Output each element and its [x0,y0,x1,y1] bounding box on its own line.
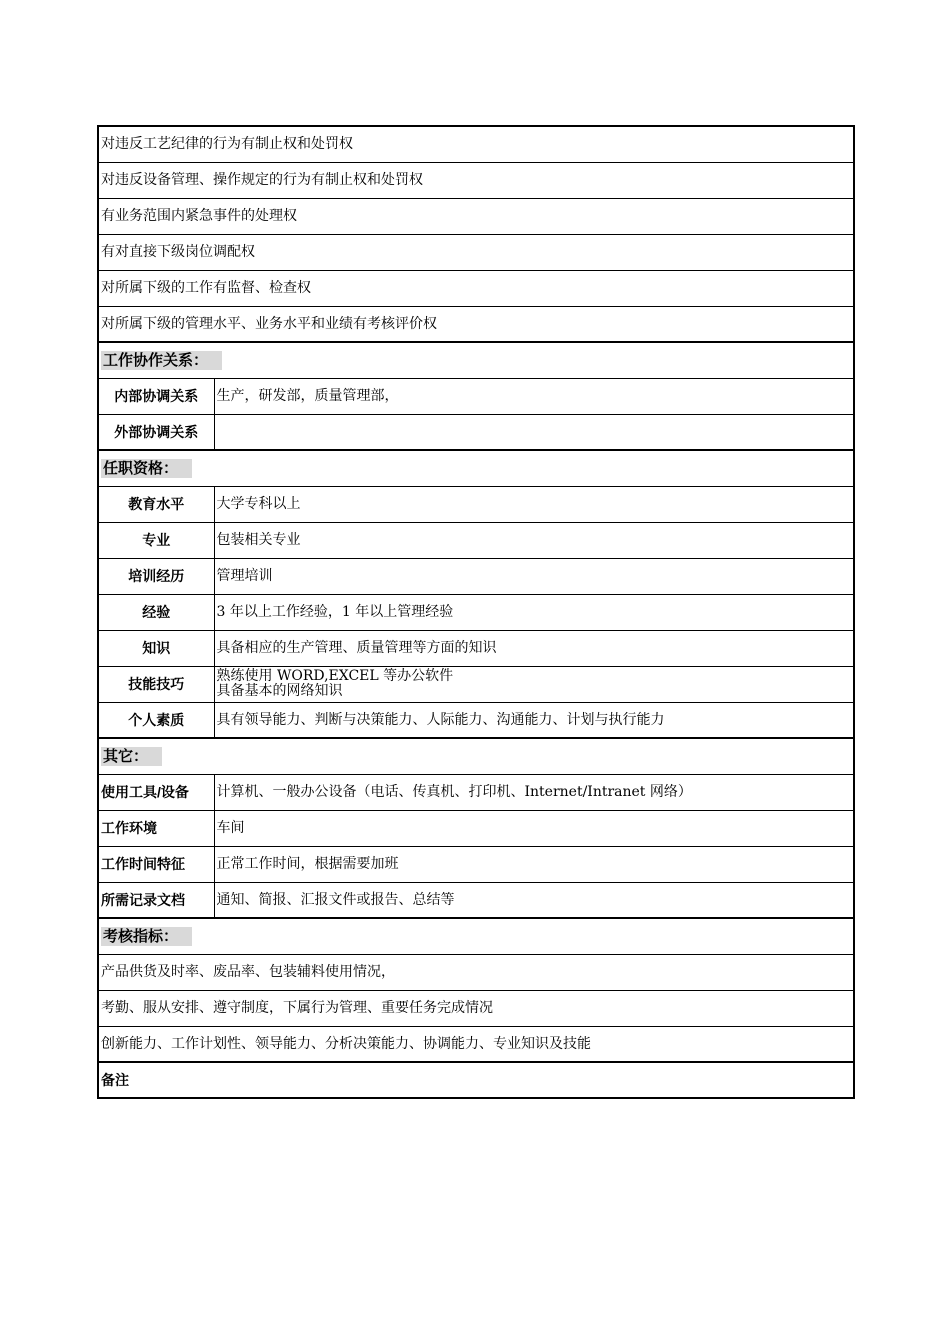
row-value: 包装相关专业 [214,522,854,558]
remarks-title: 备注 [98,1062,854,1098]
row-value: 生产，研发部，质量管理部， [214,378,854,414]
section-header-assessment [98,918,854,954]
qualification-row [98,522,854,558]
section-title: 考核指标： [101,927,192,946]
authority-row [98,234,854,270]
section-title: 其它： [101,747,162,766]
authority-item: 对违反设备管理、操作规定的行为有制止权和处罚权 [98,162,854,198]
authority-item: 有业务范围内紧急事件的处理权 [98,198,854,234]
others-row [98,846,854,882]
cooperation-row [98,378,854,414]
assessment-item: 产品供货及时率、废品率、包装辅料使用情况， [98,954,854,990]
qualification-row [98,486,854,522]
authority-item: 对所属下级的管理水平、业务水平和业绩有考核评价权 [98,306,854,342]
assessment-row [98,1026,854,1062]
assessment-row [98,990,854,1026]
row-label: 外部协调关系 [98,414,214,450]
row-label: 知识 [98,630,214,666]
section-header-qualifications [98,450,854,486]
row-value: 具有领导能力、判断与决策能力、人际能力、沟通能力、计划与执行能力 [214,702,854,738]
row-value: 大学专科以上 [214,486,854,522]
others-row [98,774,854,810]
row-label: 教育水平 [98,486,214,522]
row-value [214,666,854,702]
cooperation-row [98,414,854,450]
authority-row [98,198,854,234]
authority-item: 对违反工艺纪律的行为有制止权和处罚权 [98,126,854,162]
row-value: 计算机、一般办公设备（电话、传真机、打印机、Internet/Intranet 网络） [214,774,854,810]
authority-row [98,162,854,198]
section-title: 工作协作关系： [101,351,222,370]
assessment-item: 创新能力、工作计划性、领导能力、分析决策能力、协调能力、专业知识及技能 [98,1026,854,1062]
qualification-row [98,594,854,630]
row-label: 所需记录文档 [98,882,214,918]
qualification-row [98,666,854,702]
row-label: 使用工具/设备 [98,774,214,810]
authority-row [98,270,854,306]
section-header-others [98,738,854,774]
row-value-line: 具备基本的网络知识 [216,683,343,699]
row-label: 专业 [98,522,214,558]
section-title: 任职资格： [101,459,192,478]
qualification-row [98,702,854,738]
authority-item: 对所属下级的工作有监督、检查权 [98,270,854,306]
assessment-item: 考勤、服从安排、遵守制度，下属行为管理、重要任务完成情况 [98,990,854,1026]
section-header-remarks [98,1062,854,1098]
others-row [98,882,854,918]
row-value: 具备相应的生产管理、质量管理等方面的知识 [214,630,854,666]
row-label: 培训经历 [98,558,214,594]
row-value: 3 年以上工作经验，1 年以上管理经验 [214,594,854,630]
row-label: 技能技巧 [98,666,214,702]
qualification-row [98,558,854,594]
job-description-table [97,125,855,1099]
row-value-line: 熟练使用 WORD,EXCEL 等办公软件 [216,668,454,684]
others-row [98,810,854,846]
row-value [214,414,854,450]
row-label: 内部协调关系 [98,378,214,414]
authority-row [98,306,854,342]
row-value: 车间 [214,810,854,846]
row-value: 正常工作时间，根据需要加班 [214,846,854,882]
assessment-row [98,954,854,990]
row-label: 工作时间特征 [98,846,214,882]
authority-row [98,126,854,162]
qualification-row [98,630,854,666]
row-label: 个人素质 [98,702,214,738]
authority-item: 有对直接下级岗位调配权 [98,234,854,270]
row-label: 工作环境 [98,810,214,846]
section-header-cooperation [98,342,854,378]
row-label: 经验 [98,594,214,630]
row-value: 通知、简报、汇报文件或报告、总结等 [214,882,854,918]
row-value: 管理培训 [214,558,854,594]
